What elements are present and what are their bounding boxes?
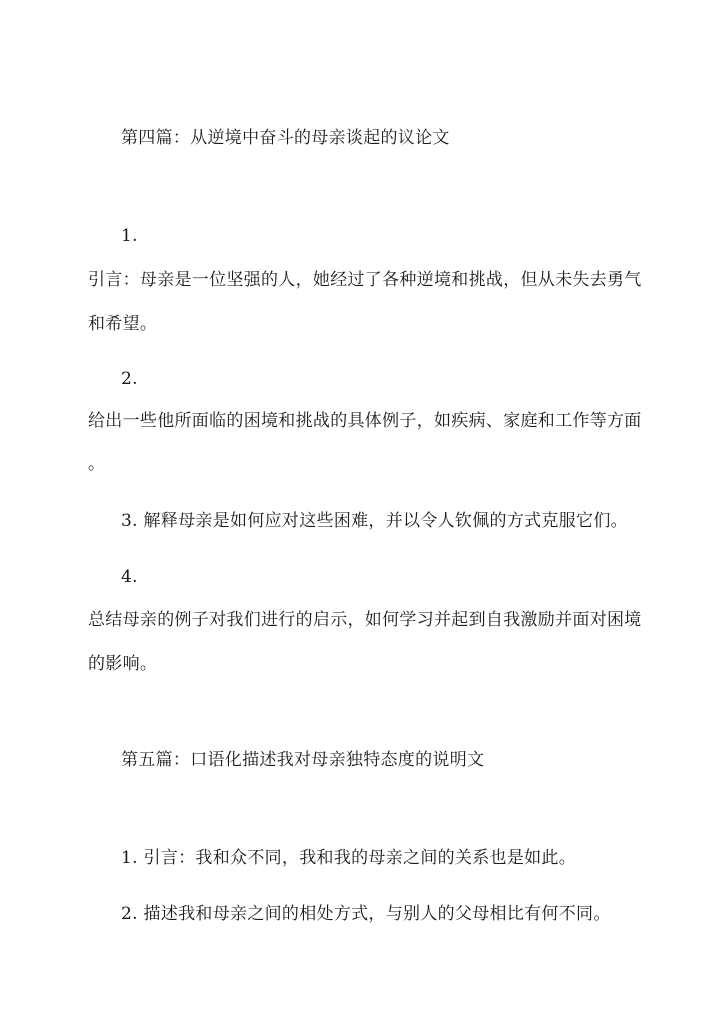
section-5-item-2: 2. 描述我和母亲之间的相处方式，与别人的父母相比有何不同。: [121, 904, 611, 924]
section-4-item-4-number: 4.: [121, 567, 138, 587]
section-4-item-1-number: 1.: [121, 226, 138, 246]
section-4-item-4-text-line-2: 的影响。: [88, 654, 158, 674]
section-4-item-2-number: 2.: [121, 369, 138, 389]
section-4-item-3: 3. 解释母亲是如何应对这些困难，并以令人钦佩的方式克服它们。: [121, 511, 628, 531]
section-4-heading: 第四篇：从逆境中奋斗的母亲谈起的议论文: [121, 128, 450, 148]
section-4-item-4-text-line-1: 总结母亲的例子对我们进行的启示，如何学习并起到自我激励并面对困境: [88, 610, 642, 630]
section-4-item-2-text-line-1: 给出一些他所面临的困境和挑战的具体例子，如疾病、家庭和工作等方面: [88, 411, 642, 431]
section-4-item-1-text-line-1: 引言：母亲是一位坚强的人，她经过了各种逆境和挑战，但从未失去勇气: [88, 270, 642, 290]
section-4-item-2-text-line-2: 。: [88, 454, 106, 474]
section-5-item-1: 1. 引言：我和众不同，我和我的母亲之间的关系也是如此。: [121, 848, 577, 868]
section-5-heading: 第五篇：口语化描述我对母亲独特态度的说明文: [121, 750, 485, 770]
section-4-item-1-text-line-2: 和希望。: [88, 314, 158, 334]
